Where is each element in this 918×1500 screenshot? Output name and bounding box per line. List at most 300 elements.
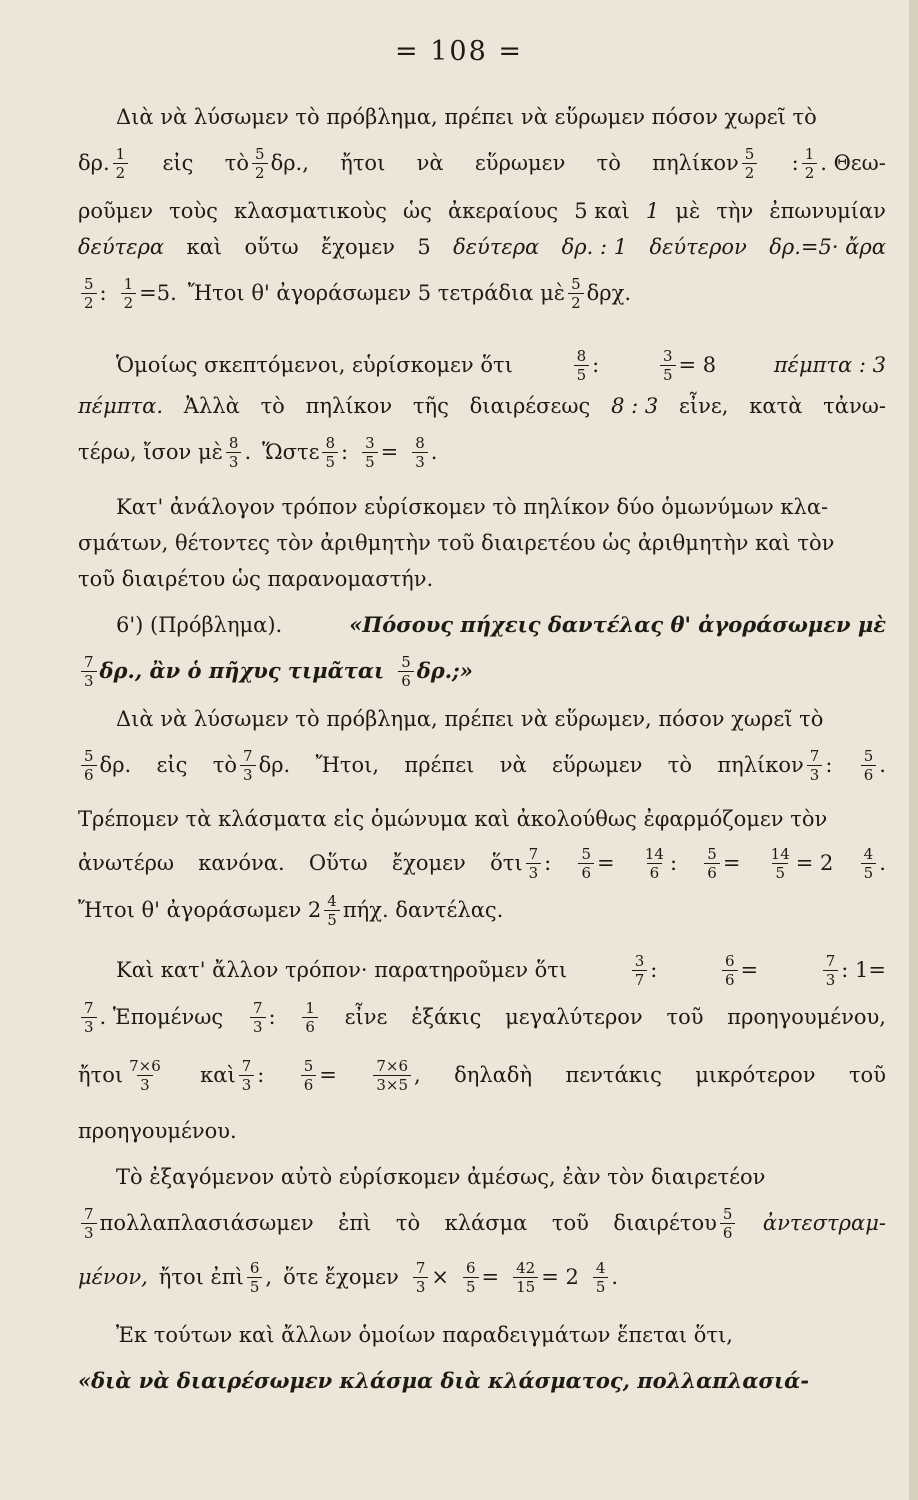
word: =: [481, 1265, 500, 1289]
word: ἔχομεν: [321, 235, 395, 259]
fraction: [568, 276, 584, 311]
word: =: [722, 851, 741, 875]
word: τἀνω-: [823, 394, 886, 418]
word: :: [825, 753, 833, 777]
word: τοῦ: [848, 1063, 886, 1087]
text-line: [78, 844, 886, 882]
fraction: [802, 146, 818, 181]
word-group: [78, 435, 251, 470]
word-group: [717, 748, 832, 783]
word-group: [409, 435, 437, 470]
word: Διὰ νὰ λύσωμεν τὸ πρόβλημα, πρέπει νὰ εὕρωμεν, πόσον χωρεῖ τὸ: [116, 707, 824, 731]
fraction-numerator: 6: [249, 1258, 260, 1277]
fraction-numerator: 14: [644, 844, 664, 863]
text-line: [78, 433, 886, 471]
word: δρ.;»: [416, 658, 473, 683]
word-group: [349, 610, 886, 640]
fraction: [113, 146, 129, 181]
word: .: [879, 851, 886, 875]
word: Κατ' ἀνάλογον τρόπον εὑρίσκομεν τὸ πηλίκον δύο ὁμωνύμων κλα-: [116, 495, 829, 519]
fraction-numerator: 8: [325, 433, 335, 452]
word-group: [116, 492, 828, 522]
fraction-numerator: 1: [804, 144, 815, 163]
word-group: [510, 1260, 579, 1295]
word: = 2: [541, 1265, 579, 1289]
fraction-numerator: 6: [465, 1258, 476, 1277]
text-line: [116, 1162, 886, 1192]
word-group: [411, 1002, 481, 1032]
word: ,: [413, 1063, 421, 1087]
word: :: [791, 151, 799, 175]
fraction-numerator: 1: [123, 274, 134, 293]
word-group: [695, 1060, 815, 1090]
word: Ὥστε: [262, 440, 320, 464]
word-group: [820, 953, 886, 988]
fraction-numerator: 5: [84, 274, 94, 293]
word-group: [78, 564, 433, 594]
word-group: [410, 1260, 449, 1295]
word-group: [500, 750, 527, 780]
word-group: [765, 846, 834, 881]
text-line: [116, 951, 886, 989]
text-line: [78, 1056, 886, 1094]
word-group: [639, 846, 677, 881]
word-group: [679, 391, 728, 421]
word-group: [198, 848, 284, 878]
word-group: [574, 196, 630, 226]
fraction: [704, 846, 720, 881]
word-group: [858, 748, 886, 783]
word-group: [701, 846, 740, 881]
fraction: [861, 846, 877, 881]
text-line: [78, 1258, 886, 1296]
text-line: [116, 704, 886, 734]
fraction-numerator: 5: [84, 746, 94, 765]
text-line: [78, 1116, 886, 1146]
text-line: [78, 998, 886, 1036]
word-group: [118, 276, 177, 311]
fraction: [81, 276, 97, 311]
word: Ἤτοι θ' ἀγοράσωμεν 5 τετράδια μὲ: [187, 281, 566, 305]
word-group: [370, 1058, 420, 1093]
fraction-denominator: 3: [250, 1017, 266, 1035]
word: Ἤτοι,: [315, 753, 380, 777]
fraction-denominator: 3: [226, 452, 242, 470]
word-group: [858, 846, 886, 881]
word-group: [78, 848, 174, 878]
text-line: [116, 610, 886, 640]
fraction-denominator: 5: [593, 1277, 609, 1295]
fraction-numerator: 8: [228, 433, 239, 452]
text-line: [78, 804, 886, 834]
word-group: [78, 146, 131, 181]
fraction-numerator: 8: [415, 433, 425, 452]
word-group: [417, 148, 444, 178]
word-group: [345, 1002, 388, 1032]
fraction-numerator: 3: [365, 433, 375, 452]
fraction-numerator: 42: [516, 1258, 536, 1277]
word-group: [590, 1260, 618, 1295]
word: πρέπει: [404, 753, 475, 777]
word: :: [544, 851, 552, 875]
word: Καὶ κατ' ἄλλον τρόπον· παρατηροῦμεν ὅτι: [116, 958, 568, 982]
fraction: [324, 893, 340, 928]
word: :: [99, 281, 107, 305]
word-group: [562, 232, 627, 262]
fraction-numerator: 5: [571, 274, 581, 293]
fraction-numerator: 7: [415, 1258, 426, 1277]
fraction-denominator: 6: [704, 863, 720, 881]
fraction-denominator: 3: [81, 1223, 97, 1241]
word-group: [78, 276, 107, 311]
word: δεύτερα: [453, 235, 540, 259]
word: :: [650, 958, 658, 982]
word: : 1=: [841, 958, 886, 982]
fraction: [362, 435, 378, 470]
word-group: [116, 704, 823, 734]
fraction-numerator: 5: [863, 746, 874, 765]
fraction-numerator: 7: [243, 746, 253, 765]
fraction-numerator: 5: [255, 144, 265, 163]
word-group: [78, 1058, 167, 1093]
word-group: [78, 1206, 314, 1241]
fraction-denominator: 3: [823, 970, 839, 988]
fraction-denominator: 6: [861, 765, 877, 783]
fraction-denominator: 5: [322, 452, 338, 470]
word: δρ.: [258, 753, 291, 777]
text-line: [78, 1204, 886, 1242]
fraction-numerator: 7×6: [376, 1056, 408, 1075]
fraction: [81, 654, 97, 689]
word: διαιρέτου: [613, 1211, 717, 1235]
fraction-denominator: 3: [413, 1277, 429, 1295]
page-number: = 108 =: [395, 36, 523, 67]
fraction-denominator: 3: [526, 863, 542, 881]
word: εἶνε,: [679, 394, 729, 418]
word-group: [116, 350, 513, 380]
fraction: [768, 846, 793, 881]
word: κλάσμα: [444, 1211, 528, 1235]
word-group: [395, 654, 473, 689]
word-group: [78, 391, 163, 421]
word: τὸ: [224, 151, 250, 175]
fraction-numerator: 5: [401, 652, 411, 671]
word: Οὕτω: [308, 851, 368, 875]
word-group: [470, 391, 591, 421]
word: προηγουμένου.: [78, 1119, 237, 1143]
word-group: [552, 1208, 589, 1238]
fraction-numerator: 7×6: [129, 1056, 161, 1075]
word: =: [740, 958, 759, 982]
word-group: [200, 1058, 264, 1093]
word: ἤτοι: [78, 1063, 124, 1087]
fraction: [247, 1260, 263, 1295]
word: εἰς: [156, 753, 188, 777]
fraction: [578, 846, 594, 881]
text-line: [78, 1366, 886, 1396]
word: μικρότερον: [695, 1063, 816, 1087]
fraction: [81, 1206, 97, 1241]
word-group: [666, 1002, 703, 1032]
word: τὸ: [667, 753, 692, 777]
word: τὸ: [260, 394, 285, 418]
word: ἤτοι ἐπὶ: [158, 1265, 244, 1289]
fraction: [322, 435, 338, 470]
word: προηγουμένου,: [727, 1005, 886, 1029]
word-group: [652, 146, 760, 181]
word-group: [163, 148, 194, 178]
fraction-denominator: 6: [81, 765, 97, 783]
word: τὸ: [212, 753, 238, 777]
word-group: [78, 893, 503, 928]
word-group: [78, 654, 384, 689]
text-line: [78, 746, 886, 784]
fraction-denominator: 2: [568, 293, 584, 311]
word: δηλαδὴ: [454, 1063, 533, 1087]
fraction-denominator: 6: [302, 1017, 318, 1035]
fraction-numerator: 7: [84, 652, 94, 671]
word: ὅτε ἔχομεν: [283, 1265, 399, 1289]
fraction: [722, 953, 738, 988]
fraction-numerator: 3: [634, 951, 645, 970]
word-group: [321, 232, 395, 262]
fraction-denominator: 3: [240, 765, 256, 783]
fraction-numerator: 1: [115, 144, 126, 163]
word: ροῦμεν: [78, 199, 154, 223]
word: = 2: [795, 851, 834, 875]
word-group: [299, 1000, 321, 1035]
fraction-denominator: 2: [81, 293, 97, 311]
word: οὕτω: [244, 235, 299, 259]
text-line: [116, 346, 886, 384]
word-group: [629, 953, 658, 988]
word-group: [769, 232, 886, 262]
word: 8 : 3: [611, 394, 659, 418]
word: μεγαλύτερον: [505, 1005, 643, 1029]
word: 1: [645, 199, 660, 223]
word: τέρω, ἴσον μὲ: [78, 440, 223, 464]
word-group: [116, 102, 817, 132]
word: εὕρωμεν: [474, 151, 566, 175]
fraction: [239, 1058, 255, 1093]
word: κατὰ: [749, 394, 803, 418]
word: Διὰ νὰ λύσωμεν τὸ πρόβλημα, πρέπει νὰ εὕρωμεν πόσον χωρεῖ τὸ: [116, 105, 817, 129]
fraction: [398, 654, 414, 689]
fraction-numerator: 4: [327, 891, 337, 910]
word: τὸ: [395, 1211, 421, 1235]
fraction-numerator: 7: [252, 998, 263, 1017]
fraction: [660, 348, 676, 383]
fraction: [632, 953, 648, 988]
fraction: [240, 748, 256, 783]
fraction-numerator: 5: [744, 144, 755, 163]
fraction: [301, 1058, 317, 1093]
word: «Πόσους πήχεις δαντέλας θ' ἀγοράσωμεν μὲ: [349, 612, 886, 637]
word-group: [78, 1262, 148, 1292]
word: μὲ: [675, 199, 701, 223]
word: καὶ: [200, 1063, 236, 1087]
word-group: [650, 232, 747, 262]
word: πέμπτα.: [78, 394, 163, 418]
word: καὶ: [186, 235, 223, 259]
word-group: [727, 1002, 886, 1032]
fraction: [302, 1000, 318, 1035]
word-group: [262, 435, 348, 470]
word: =5.: [139, 281, 177, 305]
fraction-denominator: 3: [81, 1017, 97, 1035]
fraction: [412, 435, 428, 470]
word-group: [184, 391, 240, 421]
text-line: [78, 274, 886, 312]
word-group: [298, 1058, 337, 1093]
word-group: [716, 196, 753, 226]
word-group: [116, 610, 282, 640]
fraction-numerator: 7: [84, 1204, 94, 1223]
fraction-numerator: 7: [825, 951, 836, 970]
word-group: [187, 232, 223, 262]
word: δρ., ἂν ὁ πῆχυς τιμᾶται: [99, 658, 385, 683]
page-edge: [909, 0, 918, 1500]
fraction-denominator: 6: [398, 671, 414, 689]
word: ἑξάκις: [411, 1005, 482, 1029]
word: =: [380, 440, 399, 464]
word: «διὰ νὰ διαιρέσωμεν κλάσμα διὰ κλάσματος, πολλαπλασιά-: [78, 1368, 810, 1393]
fraction: [121, 276, 137, 311]
word-group: [78, 748, 131, 783]
word: ἤτοι: [340, 151, 386, 175]
word: Τὸ ἐξαγόμενον αὐτὸ εὑρίσκομεν ἀμέσως, ἐὰν τὸν διαιρετέον: [116, 1165, 766, 1189]
text-line: [78, 891, 886, 929]
word: .: [611, 1265, 619, 1289]
fraction-denominator: 5: [247, 1277, 263, 1295]
fraction-denominator: 3: [412, 452, 428, 470]
fraction-numerator: 6: [724, 951, 735, 970]
word-group: [417, 232, 430, 262]
word: δεύτερα: [78, 235, 165, 259]
fraction-denominator: 2: [252, 163, 268, 181]
word-group: [769, 196, 886, 226]
fraction-numerator: 14: [770, 844, 790, 863]
word: πήχ. δαντέλας.: [342, 898, 504, 922]
word: ἀντεστραμ-: [762, 1211, 886, 1235]
fraction-denominator: 5: [574, 365, 590, 383]
word-group: [404, 750, 474, 780]
word: Τρέπομεν τὰ κλάσματα εἰς ὁμώνυμα καὶ ἀκολούθως ἐφαρμόζομεν τὸν: [78, 807, 828, 831]
word-group: [792, 146, 886, 181]
word: τὴν: [716, 199, 754, 223]
text-line: [78, 144, 886, 182]
fraction: [742, 146, 758, 181]
fraction-numerator: 5: [303, 1056, 314, 1075]
fraction-denominator: 6: [647, 863, 663, 881]
word: εὕρωμεν: [551, 753, 643, 777]
word: πολλαπλασιάσωμεν: [99, 1211, 314, 1235]
word-group: [359, 435, 398, 470]
word: δρ.: [99, 753, 132, 777]
fraction: [373, 1058, 411, 1093]
word-group: [763, 1208, 886, 1238]
fraction-denominator: 3: [239, 1075, 255, 1093]
word-group: [454, 1060, 532, 1090]
word-group: [247, 1000, 276, 1035]
fraction: [513, 1260, 538, 1295]
word-group: [453, 232, 539, 262]
fraction-numerator: 8: [576, 346, 587, 365]
word: δρ.,: [270, 151, 309, 175]
word-group: [668, 750, 692, 780]
word-group: [448, 196, 558, 226]
word-group: [445, 1208, 528, 1238]
word-group: [78, 1366, 809, 1396]
word: εἶνε: [344, 1005, 388, 1029]
word: δρχ.: [586, 281, 632, 305]
fraction-numerator: 7: [528, 844, 539, 863]
word: ×: [431, 1265, 449, 1289]
word: :: [257, 1063, 265, 1087]
word-group: [316, 750, 380, 780]
word: 5: [417, 235, 431, 259]
fraction-numerator: 5: [707, 844, 717, 863]
word: πηλίκον: [717, 753, 804, 777]
word: :: [669, 851, 678, 875]
word-group: [157, 750, 188, 780]
word: πεντάκις: [565, 1063, 662, 1087]
word: νὰ: [499, 753, 527, 777]
word: ἐπὶ: [338, 1211, 372, 1235]
fraction-denominator: 3: [137, 1075, 153, 1093]
word: Ἤτοι θ' ἀγοράσωμεν 2: [78, 898, 322, 922]
fraction-denominator: 5: [772, 863, 788, 881]
text-line: [116, 492, 886, 522]
fraction: [526, 846, 542, 881]
word-group: [116, 1162, 765, 1192]
fraction: [250, 1000, 266, 1035]
fraction: [81, 1000, 97, 1035]
fraction: [252, 146, 268, 181]
word-group: [505, 1002, 643, 1032]
fraction-numerator: 7: [809, 746, 820, 765]
text-line: [78, 652, 886, 690]
word: μένον,: [78, 1265, 148, 1289]
word: =: [596, 851, 615, 875]
fraction-denominator: 3: [807, 765, 823, 783]
word: :: [592, 353, 600, 377]
word-group: [213, 748, 290, 783]
word: εἰς: [162, 151, 194, 175]
word: κανόνα.: [198, 851, 285, 875]
word: δεύτερον: [649, 235, 747, 259]
fraction: [463, 1260, 479, 1295]
fraction-denominator: 6: [578, 863, 594, 881]
fraction-denominator: 5: [660, 365, 676, 383]
fraction-denominator: 7: [632, 970, 648, 988]
word: :: [341, 440, 349, 464]
fraction-denominator: 6: [301, 1075, 317, 1093]
word: ὅτι: [490, 851, 523, 875]
word-group: [261, 391, 285, 421]
text-line: [78, 528, 886, 558]
word: σμάτων, θέτοντες τὸν ἀριθμητὴν τοῦ διαιρετέου ὡς ἀριθμητὴν καὶ τὸν: [78, 531, 835, 555]
fraction: [413, 1260, 429, 1295]
fraction: [720, 1206, 736, 1241]
word: Ἐκ τούτων καὶ ἄλλων ὁμοίων παραδειγμάτων ἕπεται ὅτι,: [116, 1323, 733, 1347]
word: ἀνωτέρω: [78, 851, 175, 875]
word: = 8: [678, 353, 717, 377]
fraction: [574, 348, 590, 383]
word-group: [392, 848, 466, 878]
fraction-denominator: 3: [81, 671, 97, 689]
word-group: [78, 804, 827, 834]
